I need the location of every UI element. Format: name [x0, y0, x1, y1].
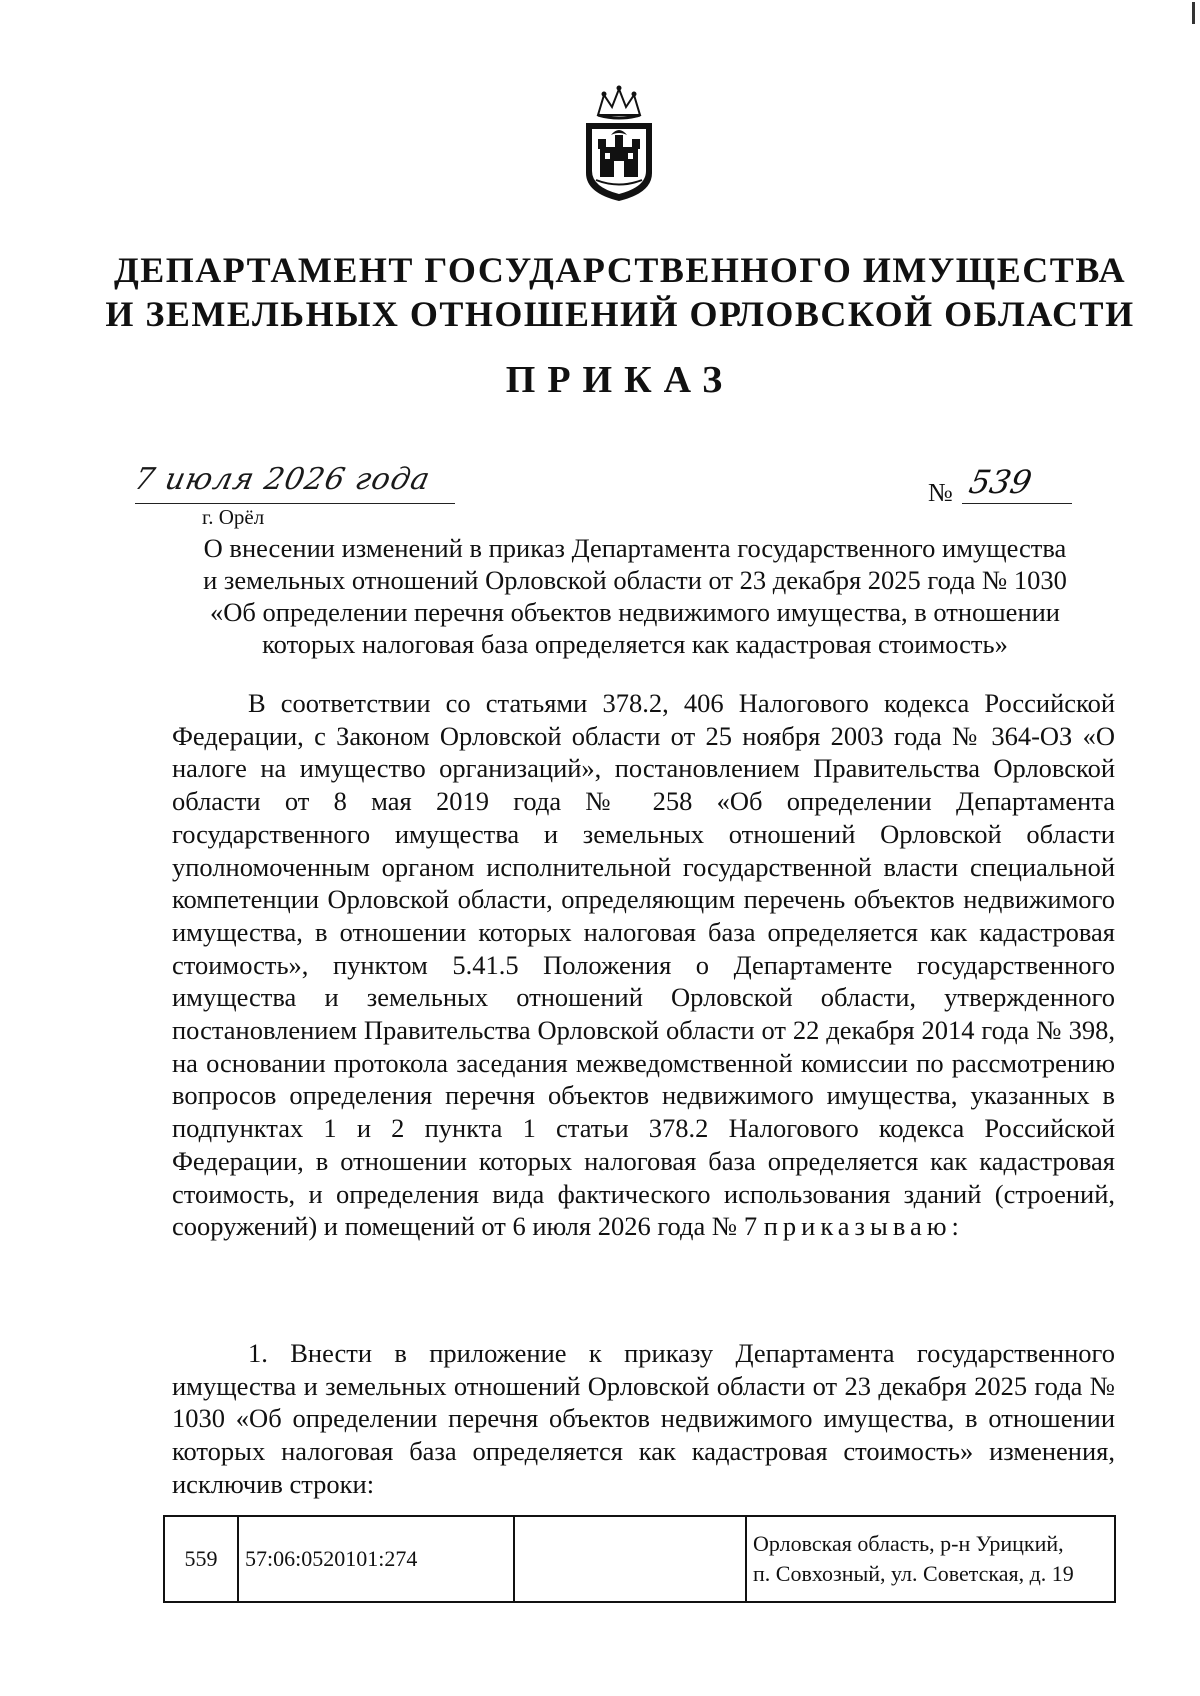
- preamble-text: В соответствии со статьями 378.2, 406 Налогового кодекса Российской Федерации, с Законом Орловской области от 25 ноября 2003 года № 364-ОЗ «О налоге на имущество организаций», постановлением Правительства Орловской области от 8 мая 2019 года № 258 «Об определении Департамента государственного имущества и земельных отношений Орловской области уполномоченным органом исполнительной государственной власти специальной компетенции Орловской области, определяющим перечень объектов недвижимого имущества, в отношении которых налоговая база определяется как кадастровая стоимость», пунктом 5.41.5 Положения о Департаменте государственного имущества и земельных отношений Орловской области, утвержденного постановлением Правительства Орловской области от 22 декабря 2014 года № 398, на основании протокола заседания межведомственной комиссии по рассмотрению вопросов определения перечня объектов недвижимого имущества, указанных в подпунктах 1 и 2 пункта 1 статьи 378.2 Налогового кодекса Российской Федерации, в отношении которых налоговая база определяется как кадастровая стоимость, и определения вида фактического использования зданий (строений, сооружений) и помещений от 6 июля 2026 года № 7: [172, 688, 1115, 1242]
- excluded-rows-table: [163, 1515, 1116, 1603]
- order-word: приказываю:: [763, 1211, 964, 1242]
- handwritten-date: 7 июля 2026 года: [131, 462, 434, 497]
- subject-line-1: О внесении изменений в приказ Департамента государственного имущества: [203, 533, 1067, 563]
- empty-cell: [514, 1516, 746, 1602]
- row-number-cell: 559: [164, 1516, 238, 1602]
- subject-line-4: которых налоговая база определяется как кадастровая стоимость»: [262, 629, 1008, 659]
- cadastral-number-cell: 57:06:0520101:274: [238, 1516, 514, 1602]
- subject-line-3: «Об определении перечня объектов недвижимого имущества, в отношении: [210, 597, 1060, 627]
- number-underline: [962, 503, 1072, 504]
- scan-edge-mark: [1192, 2, 1195, 24]
- handwritten-order-number: 539: [965, 463, 1036, 501]
- date-underline: [135, 503, 455, 504]
- order-number-label: №: [928, 478, 953, 507]
- address-line-2: п. Совхозный, ул. Советская, д. 19: [753, 1561, 1074, 1586]
- address-cell: [746, 1516, 1115, 1602]
- subject-line-2: и земельных отношений Орловской области от 23 декабря 2025 года № 1030: [203, 565, 1067, 595]
- department-title-line-1: ДЕПАРТАМЕНТ ГОСУДАРСТВЕННОГО ИМУЩЕСТВА: [113, 250, 1127, 290]
- document-type-heading: ПРИКАЗ: [505, 359, 735, 401]
- department-title: [100, 248, 1140, 336]
- table-row: [164, 1516, 1115, 1602]
- coat-of-arms-icon: [578, 85, 660, 203]
- preamble-paragraph: [172, 687, 1115, 1243]
- city-label: г. Орёл: [202, 505, 265, 529]
- address-line-1: Орловская область, р-н Урицкий,: [753, 1531, 1064, 1556]
- department-title-line-2: И ЗЕМЕЛЬНЫХ ОТНОШЕНИЙ ОРЛОВСКОЙ ОБЛАСТИ: [105, 294, 1135, 334]
- item-1-paragraph: 1. Внести в приложение к приказу Департамента государственного имущества и земельных отношений Орловской области от 23 декабря 2025 года № 1030 «Об определении перечня объектов недвижимого имущества, в отношении которых налоговая база определяется как кадастровая стоимость» изменения, исключив строки:: [172, 1338, 1115, 1499]
- order-subject: [160, 532, 1110, 660]
